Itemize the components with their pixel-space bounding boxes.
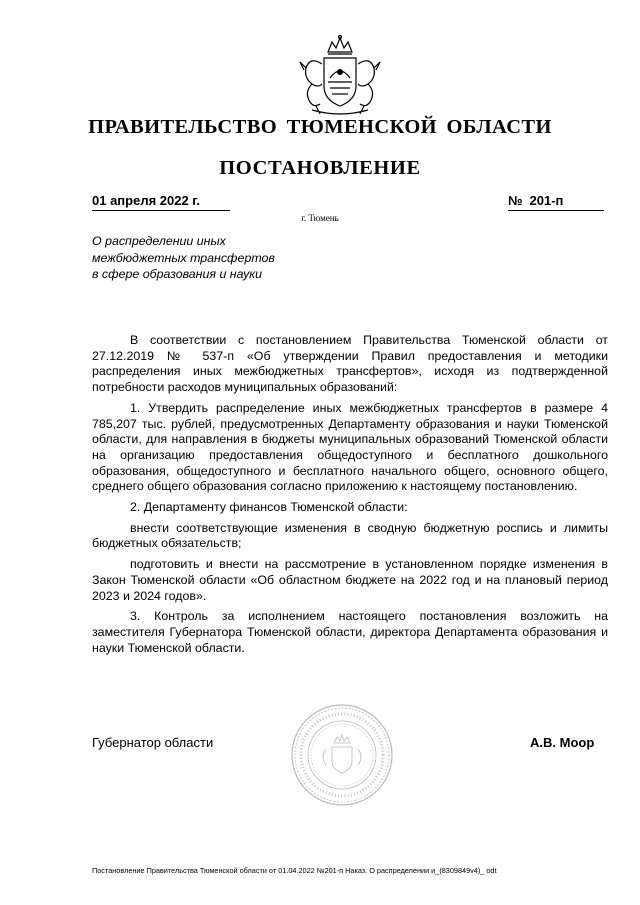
subject-line: в сфере образования и науки [92,267,263,281]
number-prefix: № [508,193,523,208]
subject-line: О распределении иных [92,234,226,248]
number-value: 201-п [529,193,564,208]
document-type-title: ПОСТАНОВЛЕНИЕ [219,157,421,179]
document-date: 01 апреля 2022 г. [92,193,230,211]
body-paragraph: В соответствии с постановлением Правительства Тюменской области от 27.12.2019 № 537-п «Об утверждении Правил предоставления и методики распределения иных межбюджетных трансфертов», исходя из подтвержденной потребности расходов муниципальных образований: [92,333,608,395]
document-city: г. Тюмень [301,213,339,223]
body-paragraph: подготовить и внести на рассмотрение в установленном порядке изменения в Закон Тюменской области «Об областном бюджете на 2022 год и на плановый период 2023 и 2024 годов». [92,557,608,603]
signer-position: Губернатор области [92,735,214,750]
document-subject [92,233,352,283]
organization-title: ПРАВИТЕЛЬСТВО ТЮМЕНСКОЙ ОБЛАСТИ [88,116,552,138]
document-body [92,333,608,661]
official-seal-icon [290,703,394,807]
document-footer: Постановление Правительства Тюменской области от 01.04.2022 №201-п Наказ. О распределении и_(8309849v4)_ odt [92,866,497,875]
subject-line: межбюджетных трансфертов [92,250,275,265]
body-paragraph: 1. Утвердить распределение иных межбюджетных трансфертов в размере 4 785,207 тыс. рублей, предусмотренных Департаменту образования и науки Тюменской области, для направления в бюджеты муниципальных образований Тюменской области на организацию предоставления общедоступного и бесплатного дошкольного образования, общедоступного и бесплатного начального общего, основного общего, среднего общего образования согласно приложению к настоящему постановлению. [92,400,608,494]
body-paragraph: 3. Контроль за исполнением настоящего постановления возложить на заместителя Губернатора Тюменской области, директора Департамента образования и науки Тюменской области. [92,609,608,655]
signer-name: А.В. Моор [530,735,595,750]
coat-of-arms-icon [290,34,390,120]
body-paragraph: 2. Департаменту финансов Тюменской области: [130,500,408,515]
document-number [508,193,604,211]
body-paragraph: внести соответствующие изменения в сводную бюджетную роспись и лимиты бюджетных обязательств; [92,520,608,551]
